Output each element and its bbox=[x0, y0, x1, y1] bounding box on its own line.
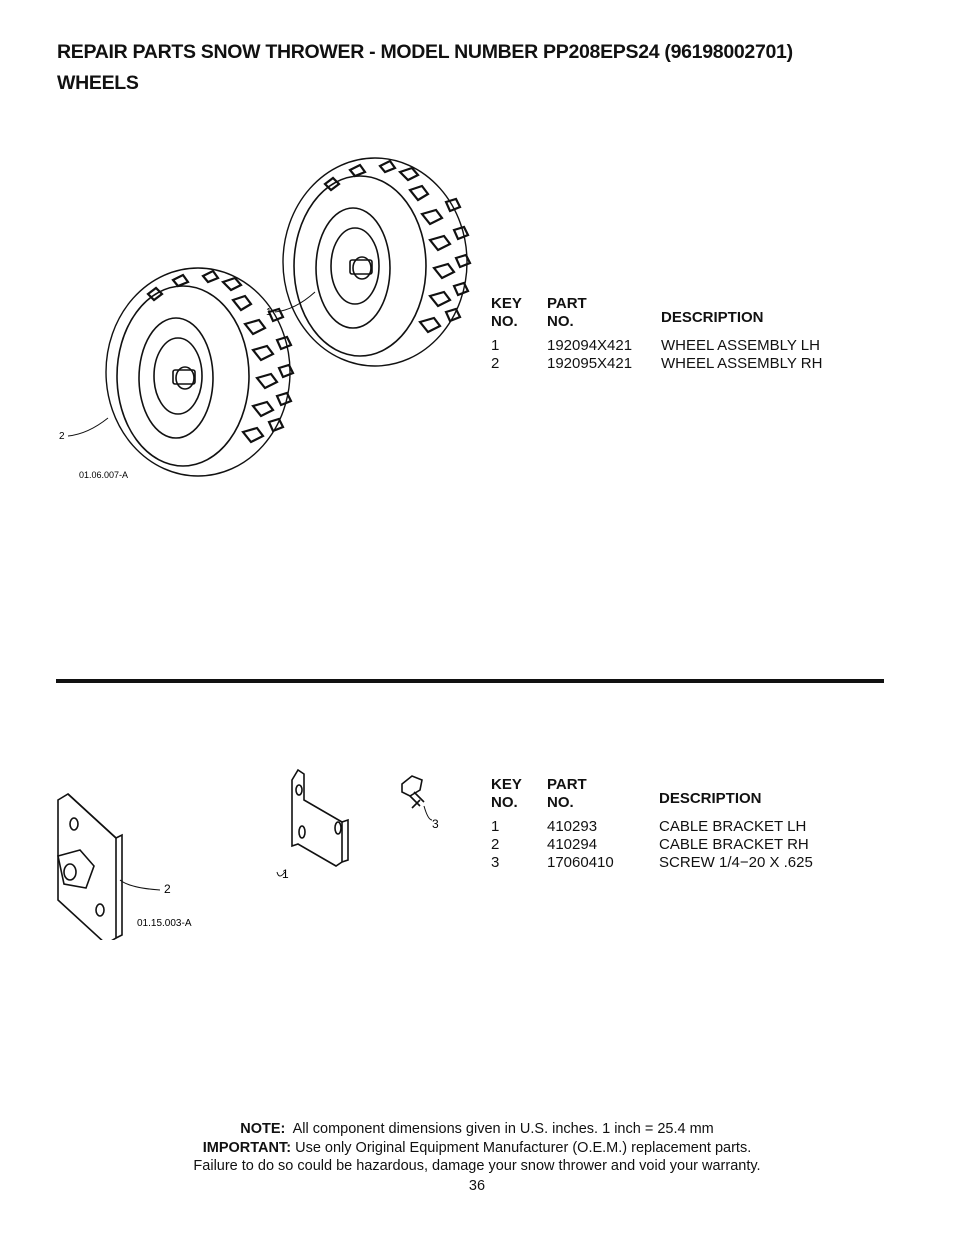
part-number: 410293 bbox=[547, 818, 598, 835]
figure-id: 01.15.003-A bbox=[137, 918, 192, 929]
wheels-diagram bbox=[50, 150, 480, 490]
part-description: CABLE BRACKET RH bbox=[659, 836, 809, 853]
key-header: KEY NO. bbox=[491, 295, 522, 330]
cable-bracket-rh-drawing bbox=[58, 794, 122, 940]
desc-header: DESCRIPTION bbox=[659, 790, 762, 807]
part-description: SCREW 1/4−20 X .625 bbox=[659, 854, 813, 871]
callout-1: 1 bbox=[282, 867, 289, 881]
part-number: 192095X421 bbox=[547, 355, 633, 372]
table-row: 1 bbox=[491, 337, 500, 354]
brackets-parts-table bbox=[491, 776, 851, 876]
page-number: 36 bbox=[468, 1178, 486, 1194]
screw-drawing bbox=[402, 776, 424, 808]
part-header: PART NO. bbox=[547, 295, 587, 330]
table-row: 1 bbox=[491, 818, 500, 835]
wheel-assembly-rh-drawing bbox=[106, 268, 293, 476]
callout-2: 2 bbox=[164, 882, 171, 896]
page-title: REPAIR PARTS SNOW THROWER - MODEL NUMBER PP208EPS24 (96198002701) bbox=[57, 41, 793, 63]
part-header: PART NO. bbox=[547, 776, 587, 811]
brackets-diagram bbox=[50, 760, 470, 940]
section-divider bbox=[56, 679, 884, 683]
part-number: 410294 bbox=[547, 836, 598, 853]
wheel-assembly-lh-drawing bbox=[283, 158, 470, 366]
desc-header: DESCRIPTION bbox=[661, 309, 764, 326]
wheels-parts-table bbox=[491, 295, 851, 385]
footer-note: NOTE: All component dimensions given in U.S. inches. 1 inch = 25.4 mm IMPORTANT: Use only Original Equipment Manufacturer (O.E.M.) replacement parts. Failure to do so could be hazardous, damage your snow thrower and void your warranty. bbox=[193, 1121, 761, 1174]
part-number: 17060410 bbox=[547, 854, 614, 871]
table-row: 2 bbox=[491, 355, 500, 372]
key-header: KEY NO. bbox=[491, 776, 522, 811]
table-row: 2 bbox=[491, 836, 500, 853]
callout-3: 3 bbox=[432, 817, 439, 831]
part-description: WHEEL ASSEMBLY RH bbox=[661, 355, 823, 372]
cable-bracket-lh-drawing bbox=[292, 770, 348, 866]
callout-1: 1 bbox=[266, 307, 272, 318]
part-description: CABLE BRACKET LH bbox=[659, 818, 807, 835]
callout-2: 2 bbox=[59, 431, 65, 442]
table-row: 3 bbox=[491, 854, 500, 871]
section-title: WHEELS bbox=[57, 72, 139, 94]
part-number: 192094X421 bbox=[547, 337, 633, 354]
part-description: WHEEL ASSEMBLY LH bbox=[661, 337, 820, 354]
figure-id: 01.06.007-A bbox=[79, 470, 129, 480]
